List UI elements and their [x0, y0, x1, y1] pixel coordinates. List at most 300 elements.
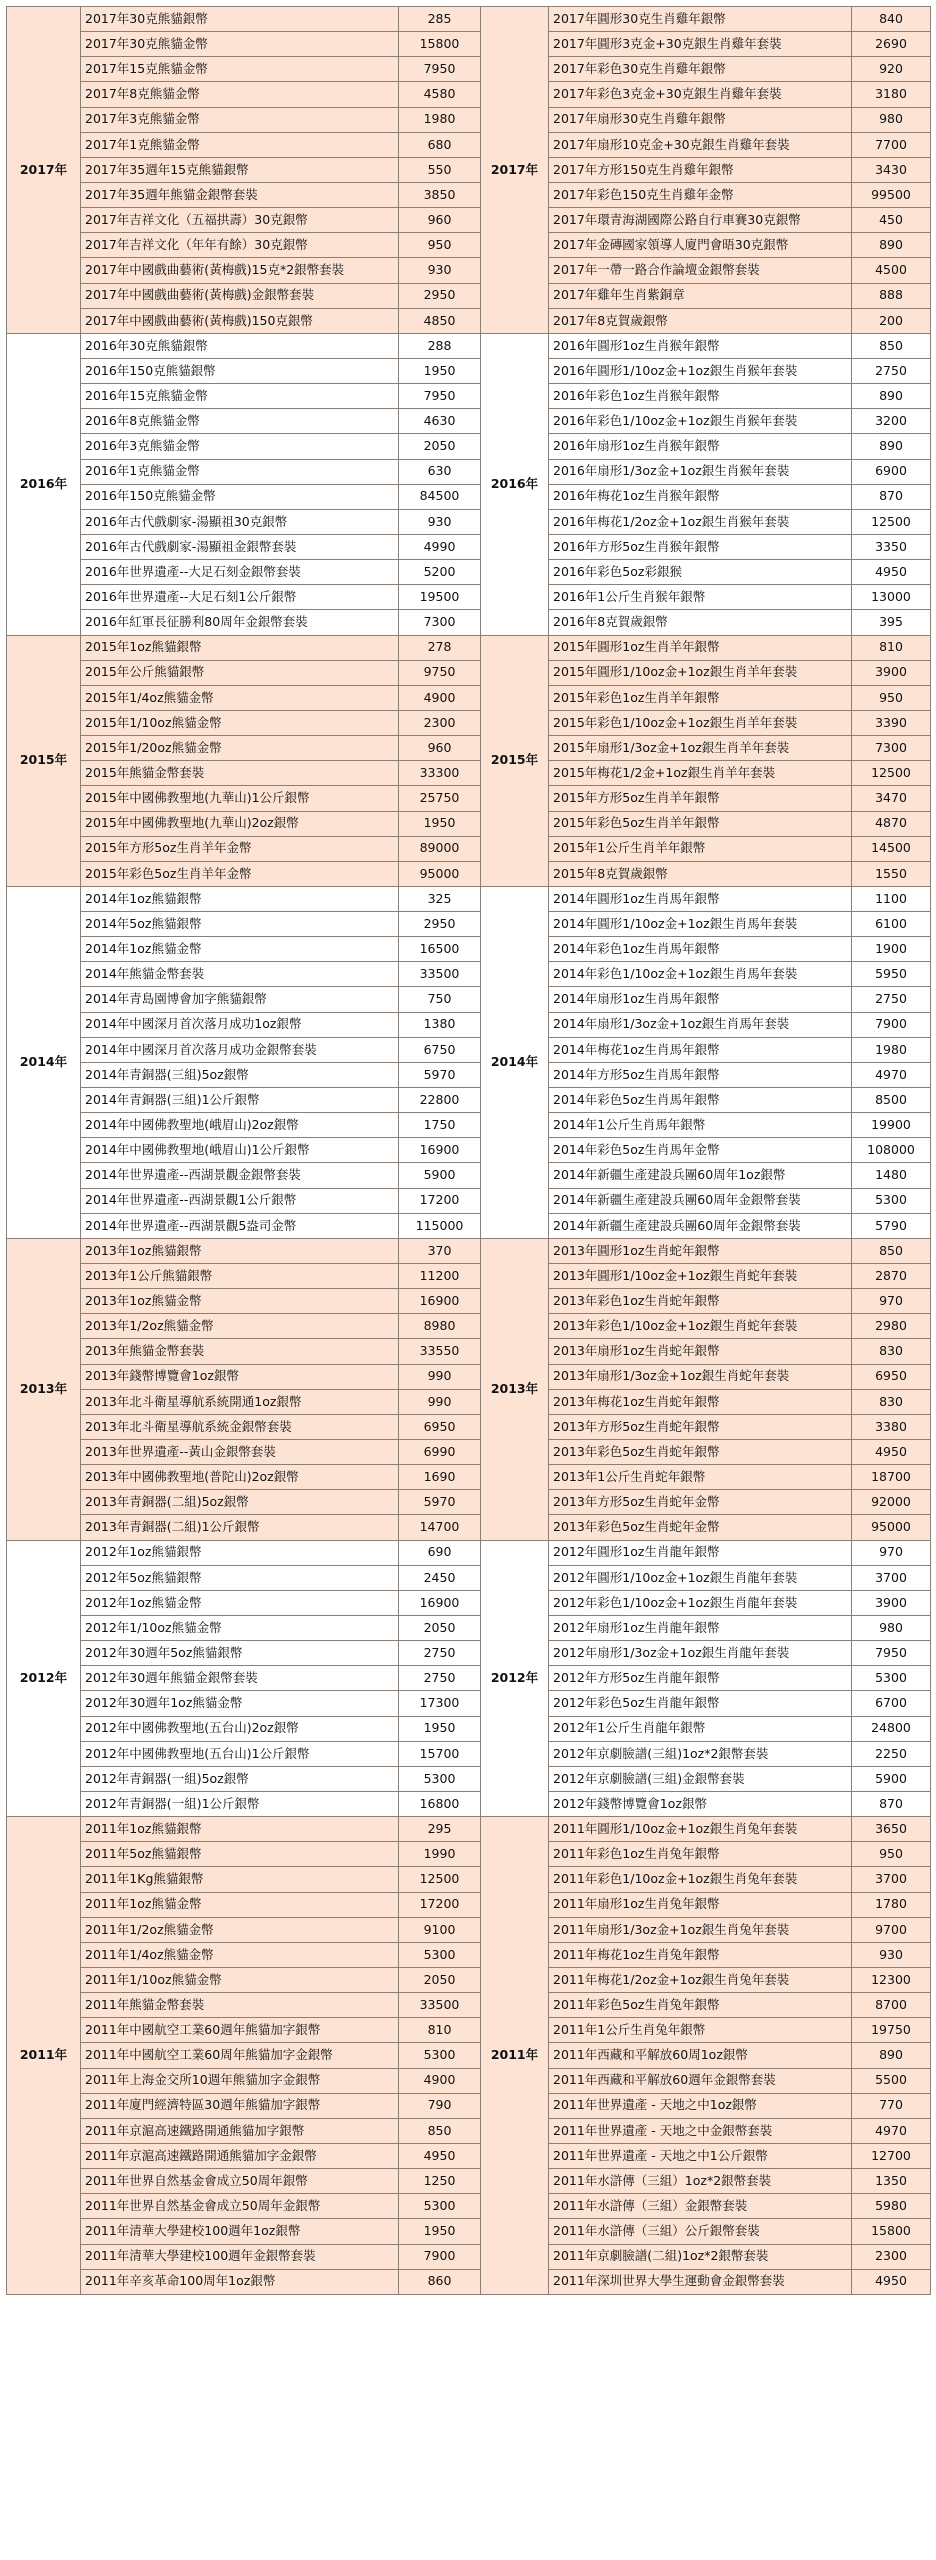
table-row: [7, 1641, 931, 1666]
left-item-name: 2011年世界自然基金會成立50周年銀幣: [81, 2169, 399, 2194]
right-item-price: 4970: [852, 1062, 931, 1087]
left-item-price: 2050: [399, 1967, 481, 1992]
table-row: [7, 1088, 931, 1113]
right-item-price: 13000: [852, 585, 931, 610]
right-item-price: 970: [852, 1540, 931, 1565]
right-item-name: 2013年彩色5oz生肖蛇年銀幣: [549, 1440, 852, 1465]
left-year-label: 2017年: [7, 7, 81, 334]
left-item-price: 33550: [399, 1339, 481, 1364]
left-item-name: 2012年中國佛教聖地(五台山)2oz銀幣: [81, 1716, 399, 1741]
table-row: [7, 434, 931, 459]
right-year-label: 2017年: [481, 7, 549, 334]
left-item-name: 2014年5oz熊貓銀幣: [81, 912, 399, 937]
left-item-name: 2011年1Kg熊貓銀幣: [81, 1867, 399, 1892]
table-row: [7, 1389, 931, 1414]
table-row: [7, 1414, 931, 1439]
right-item-name: 2014年梅花1oz生肖馬年銀幣: [549, 1037, 852, 1062]
left-item-price: 22800: [399, 1088, 481, 1113]
right-item-name: 2011年扇形1oz生肖兔年銀幣: [549, 1892, 852, 1917]
left-item-price: 6990: [399, 1440, 481, 1465]
right-item-price: 890: [852, 384, 931, 409]
left-item-price: 15700: [399, 1741, 481, 1766]
left-item-price: 960: [399, 736, 481, 761]
right-item-name: 2017年金磚國家領導人廈門會晤30克銀幣: [549, 233, 852, 258]
left-item-name: 2014年世界遺產--西湖景觀5盎司金幣: [81, 1213, 399, 1238]
right-item-price: 1980: [852, 1037, 931, 1062]
right-item-price: 3650: [852, 1817, 931, 1842]
right-item-name: 2011年彩色5oz生肖兔年銀幣: [549, 1993, 852, 2018]
left-item-name: 2017年15克熊貓金幣: [81, 57, 399, 82]
table-row: [7, 987, 931, 1012]
left-item-price: 5970: [399, 1062, 481, 1087]
right-item-price: 3900: [852, 1590, 931, 1615]
left-item-name: 2014年中國深月首次落月成功1oz銀幣: [81, 1012, 399, 1037]
right-item-price: 24800: [852, 1716, 931, 1741]
left-item-price: 2050: [399, 1616, 481, 1641]
right-item-name: 2011年彩色1/10oz金+1oz銀生肖兔年套裝: [549, 1867, 852, 1892]
right-item-name: 2011年世界遺產 - 天地之中1oz銀幣: [549, 2093, 852, 2118]
right-item-price: 970: [852, 1289, 931, 1314]
left-item-name: 2016年8克熊貓金幣: [81, 409, 399, 434]
right-item-name: 2015年梅花1/2金+1oz銀生肖羊年套裝: [549, 761, 852, 786]
left-item-price: 630: [399, 459, 481, 484]
right-item-price: 450: [852, 208, 931, 233]
price-table: [6, 6, 931, 2295]
right-year-label: 2012年: [481, 1540, 549, 1817]
right-item-name: 2013年圓形1/10oz金+1oz銀生肖蛇年套裝: [549, 1264, 852, 1289]
right-item-name: 2016年圓形1/10oz金+1oz銀生肖猴年套裝: [549, 358, 852, 383]
left-item-price: 95000: [399, 861, 481, 886]
table-row: [7, 1590, 931, 1615]
left-item-price: 19500: [399, 585, 481, 610]
left-item-name: 2014年青島園博會加字熊貓銀幣: [81, 987, 399, 1012]
table-row: [7, 1666, 931, 1691]
left-item-price: 930: [399, 258, 481, 283]
table-row: [7, 358, 931, 383]
left-year-label: 2012年: [7, 1540, 81, 1817]
table-row: [7, 308, 931, 333]
table-row: [7, 1289, 931, 1314]
right-item-name: 2013年1公斤生肖蛇年銀幣: [549, 1465, 852, 1490]
right-item-name: 2012年錢幣博覽會1oz銀幣: [549, 1791, 852, 1816]
right-item-name: 2015年1公斤生肖羊年銀幣: [549, 836, 852, 861]
right-item-price: 4950: [852, 1440, 931, 1465]
left-item-price: 278: [399, 635, 481, 660]
left-item-name: 2017年中國戲曲藝術(黃梅戲)金銀幣套裝: [81, 283, 399, 308]
left-item-price: 17200: [399, 1892, 481, 1917]
table-row: [7, 1942, 931, 1967]
right-item-name: 2016年方形5oz生肖猴年銀幣: [549, 534, 852, 559]
left-item-price: 2950: [399, 283, 481, 308]
left-item-name: 2014年中國佛教聖地(峨眉山)2oz銀幣: [81, 1113, 399, 1138]
right-item-price: 12300: [852, 1967, 931, 1992]
right-item-name: 2013年圓形1oz生肖蛇年銀幣: [549, 1238, 852, 1263]
right-item-name: 2012年京劇臉譜(三組)金銀幣套裝: [549, 1766, 852, 1791]
right-item-name: 2015年彩色1oz生肖羊年銀幣: [549, 685, 852, 710]
left-item-name: 2017年8克熊貓金幣: [81, 82, 399, 107]
left-item-name: 2012年5oz熊貓銀幣: [81, 1565, 399, 1590]
table-row: [7, 1616, 931, 1641]
right-item-name: 2016年扇形1oz生肖猴年銀幣: [549, 434, 852, 459]
right-item-name: 2017年彩色3克金+30克銀生肖雞年套裝: [549, 82, 852, 107]
right-item-name: 2011年世界遺產 - 天地之中金銀幣套裝: [549, 2118, 852, 2143]
table-row: [7, 937, 931, 962]
table-row: [7, 1842, 931, 1867]
right-item-name: 2012年1公斤生肖龍年銀幣: [549, 1716, 852, 1741]
right-item-name: 2013年彩色1/10oz金+1oz銀生肖蛇年套裝: [549, 1314, 852, 1339]
left-item-name: 2015年1/4oz熊貓金幣: [81, 685, 399, 710]
left-item-name: 2013年熊貓金幣套裝: [81, 1339, 399, 1364]
left-item-price: 16500: [399, 937, 481, 962]
right-item-name: 2016年彩色5oz彩銀猴: [549, 560, 852, 585]
table-row: [7, 786, 931, 811]
left-item-name: 2014年熊貓金幣套裝: [81, 962, 399, 987]
table-row: [7, 459, 931, 484]
right-item-name: 2015年彩色5oz生肖羊年銀幣: [549, 811, 852, 836]
left-item-name: 2017年35週年熊貓金銀幣套裝: [81, 182, 399, 207]
left-item-name: 2013年1公斤熊貓銀幣: [81, 1264, 399, 1289]
left-item-price: 4580: [399, 82, 481, 107]
left-item-name: 2014年青銅器(三組)5oz銀幣: [81, 1062, 399, 1087]
left-item-price: 11200: [399, 1264, 481, 1289]
left-item-price: 12500: [399, 1867, 481, 1892]
right-item-name: 2011年水滸傳（三組）金銀幣套裝: [549, 2194, 852, 2219]
table-row: [7, 2068, 931, 2093]
right-item-price: 3900: [852, 660, 931, 685]
left-item-price: 4850: [399, 308, 481, 333]
right-item-price: 890: [852, 2043, 931, 2068]
table-row: [7, 1163, 931, 1188]
right-item-name: 2012年彩色1/10oz金+1oz銀生肖龍年套裝: [549, 1590, 852, 1615]
left-item-price: 4900: [399, 685, 481, 710]
left-item-price: 2050: [399, 434, 481, 459]
left-item-price: 5300: [399, 2043, 481, 2068]
table-row: [7, 560, 931, 585]
table-row: [7, 1917, 931, 1942]
table-row: [7, 886, 931, 911]
right-item-price: 12700: [852, 2143, 931, 2168]
left-item-name: 2011年5oz熊貓銀幣: [81, 1842, 399, 1867]
right-item-price: 830: [852, 1389, 931, 1414]
left-item-price: 1380: [399, 1012, 481, 1037]
right-item-price: 108000: [852, 1138, 931, 1163]
table-row: [7, 1062, 931, 1087]
right-item-price: 5900: [852, 1766, 931, 1791]
right-year-label: 2013年: [481, 1238, 549, 1540]
left-item-price: 89000: [399, 836, 481, 861]
right-item-name: 2012年扇形1oz生肖龍年銀幣: [549, 1616, 852, 1641]
right-item-price: 9700: [852, 1917, 931, 1942]
right-item-price: 19900: [852, 1113, 931, 1138]
table-row: [7, 2018, 931, 2043]
left-item-price: 25750: [399, 786, 481, 811]
left-item-name: 2013年1/2oz熊貓金幣: [81, 1314, 399, 1339]
right-item-name: 2011年扇形1/3oz金+1oz銀生肖兔年套裝: [549, 1917, 852, 1942]
right-item-price: 2690: [852, 32, 931, 57]
table-row: [7, 484, 931, 509]
right-item-name: 2011年彩色1oz生肖兔年銀幣: [549, 1842, 852, 1867]
left-item-name: 2015年中國佛教聖地(九華山)1公斤銀幣: [81, 786, 399, 811]
left-item-price: 33300: [399, 761, 481, 786]
left-item-name: 2012年青銅器(一組)5oz銀幣: [81, 1766, 399, 1791]
left-item-price: 84500: [399, 484, 481, 509]
left-item-name: 2016年150克熊貓銀幣: [81, 358, 399, 383]
left-item-price: 990: [399, 1389, 481, 1414]
right-item-price: 2870: [852, 1264, 931, 1289]
right-item-name: 2011年西藏和平解放60週年金銀幣套裝: [549, 2068, 852, 2093]
left-item-name: 2011年上海金交所10週年熊貓加字金銀幣: [81, 2068, 399, 2093]
right-item-price: 3700: [852, 1565, 931, 1590]
table-row: [7, 1766, 931, 1791]
right-item-price: 6700: [852, 1691, 931, 1716]
right-item-price: 890: [852, 233, 931, 258]
right-item-price: 92000: [852, 1490, 931, 1515]
right-item-price: 4500: [852, 258, 931, 283]
right-item-name: 2015年8克賀歲銀幣: [549, 861, 852, 886]
right-item-name: 2016年彩色1/10oz金+1oz銀生肖猴年套裝: [549, 409, 852, 434]
table-row: [7, 710, 931, 735]
left-item-name: 2012年30週年熊貓金銀幣套裝: [81, 1666, 399, 1691]
right-item-price: 95000: [852, 1515, 931, 1540]
right-item-name: 2012年京劇臉譜(三組)1oz*2銀幣套裝: [549, 1741, 852, 1766]
left-item-price: 6750: [399, 1037, 481, 1062]
left-item-price: 1950: [399, 2219, 481, 2244]
left-item-price: 4900: [399, 2068, 481, 2093]
left-item-name: 2016年紅軍長征勝利80周年金銀幣套裝: [81, 610, 399, 635]
table-row: [7, 509, 931, 534]
left-item-name: 2016年世界遺產--大足石刻金銀幣套裝: [81, 560, 399, 585]
left-item-price: 7950: [399, 384, 481, 409]
left-item-price: 5300: [399, 1942, 481, 1967]
table-row: [7, 1113, 931, 1138]
right-item-name: 2017年雞年生肖紫銅章: [549, 283, 852, 308]
left-item-name: 2015年1/10oz熊貓金幣: [81, 710, 399, 735]
left-item-price: 115000: [399, 1213, 481, 1238]
table-row: [7, 233, 931, 258]
left-item-price: 16900: [399, 1138, 481, 1163]
left-item-name: 2012年30週年1oz熊貓金幣: [81, 1691, 399, 1716]
left-item-name: 2013年世界遺產--黃山金銀幣套裝: [81, 1440, 399, 1465]
left-item-price: 810: [399, 2018, 481, 2043]
left-item-price: 3850: [399, 182, 481, 207]
left-item-price: 690: [399, 1540, 481, 1565]
table-row: [7, 1993, 931, 2018]
right-item-price: 395: [852, 610, 931, 635]
right-item-price: 5300: [852, 1188, 931, 1213]
right-item-price: 2980: [852, 1314, 931, 1339]
right-year-label: 2014年: [481, 886, 549, 1238]
table-row: [7, 7, 931, 32]
right-item-name: 2014年彩色1oz生肖馬年銀幣: [549, 937, 852, 962]
right-item-price: 850: [852, 333, 931, 358]
left-item-name: 2011年1oz熊貓金幣: [81, 1892, 399, 1917]
table-row: [7, 660, 931, 685]
right-item-name: 2012年圓形1oz生肖龍年銀幣: [549, 1540, 852, 1565]
right-item-price: 6950: [852, 1364, 931, 1389]
right-item-price: 770: [852, 2093, 931, 2118]
left-item-name: 2015年1/20oz熊貓金幣: [81, 736, 399, 761]
left-item-name: 2016年3克熊貓金幣: [81, 434, 399, 459]
left-item-price: 325: [399, 886, 481, 911]
left-item-price: 5900: [399, 1163, 481, 1188]
right-item-name: 2017年8克賀歲銀幣: [549, 308, 852, 333]
left-item-price: 1950: [399, 358, 481, 383]
right-item-name: 2012年方形5oz生肖龍年銀幣: [549, 1666, 852, 1691]
right-item-price: 200: [852, 308, 931, 333]
left-item-price: 2750: [399, 1666, 481, 1691]
left-item-price: 5200: [399, 560, 481, 585]
left-item-name: 2017年中國戲曲藝術(黃梅戲)150克銀幣: [81, 308, 399, 333]
left-item-price: 15800: [399, 32, 481, 57]
right-item-price: 1550: [852, 861, 931, 886]
table-row: [7, 1540, 931, 1565]
left-item-name: 2014年中國深月首次落月成功金銀幣套裝: [81, 1037, 399, 1062]
left-item-price: 1950: [399, 1716, 481, 1741]
right-year-label: 2016年: [481, 333, 549, 635]
right-item-name: 2015年圓形1oz生肖羊年銀幣: [549, 635, 852, 660]
right-item-price: 2750: [852, 358, 931, 383]
left-item-price: 4990: [399, 534, 481, 559]
right-item-price: 14500: [852, 836, 931, 861]
left-item-name: 2016年古代戲劇家-湯顯祖30克銀幣: [81, 509, 399, 534]
table-row: [7, 811, 931, 836]
right-item-name: 2016年彩色1oz生肖猴年銀幣: [549, 384, 852, 409]
left-item-name: 2017年吉祥文化（年年有餘）30克銀幣: [81, 233, 399, 258]
right-item-name: 2014年1公斤生肖馬年銀幣: [549, 1113, 852, 1138]
left-item-price: 860: [399, 2269, 481, 2294]
right-year-label: 2011年: [481, 1817, 549, 2295]
right-item-price: 3380: [852, 1414, 931, 1439]
left-item-name: 2014年青銅器(三組)1公斤銀幣: [81, 1088, 399, 1113]
left-item-name: 2013年1oz熊貓金幣: [81, 1289, 399, 1314]
table-row: [7, 2269, 931, 2294]
right-item-name: 2015年方形5oz生肖羊年銀幣: [549, 786, 852, 811]
left-item-price: 14700: [399, 1515, 481, 1540]
right-item-name: 2014年方形5oz生肖馬年銀幣: [549, 1062, 852, 1087]
left-item-name: 2014年1oz熊貓銀幣: [81, 886, 399, 911]
table-row: [7, 409, 931, 434]
left-item-name: 2011年清華大學建校100週年1oz銀幣: [81, 2219, 399, 2244]
left-item-price: 17200: [399, 1188, 481, 1213]
table-row: [7, 208, 931, 233]
right-item-price: 5500: [852, 2068, 931, 2093]
left-item-price: 680: [399, 132, 481, 157]
left-item-price: 370: [399, 1238, 481, 1263]
left-item-name: 2016年150克熊貓金幣: [81, 484, 399, 509]
left-item-price: 930: [399, 509, 481, 534]
right-item-name: 2014年新疆生產建設兵團60周年金銀幣套裝: [549, 1188, 852, 1213]
right-item-name: 2014年圓形1/10oz金+1oz銀生肖馬年套裝: [549, 912, 852, 937]
left-item-price: 7950: [399, 57, 481, 82]
table-row: [7, 1012, 931, 1037]
right-item-price: 5300: [852, 1666, 931, 1691]
left-item-price: 960: [399, 208, 481, 233]
right-item-name: 2014年彩色5oz生肖馬年金幣: [549, 1138, 852, 1163]
table-row: [7, 1741, 931, 1766]
left-item-price: 1690: [399, 1465, 481, 1490]
left-item-name: 2014年1oz熊貓金幣: [81, 937, 399, 962]
price-sheet: [6, 6, 930, 2295]
right-item-price: 870: [852, 484, 931, 509]
left-item-name: 2011年1/10oz熊貓金幣: [81, 1967, 399, 1992]
left-item-price: 1950: [399, 811, 481, 836]
left-item-name: 2012年1oz熊貓金幣: [81, 1590, 399, 1615]
right-item-name: 2014年彩色5oz生肖馬年銀幣: [549, 1088, 852, 1113]
left-item-price: 750: [399, 987, 481, 1012]
table-row: [7, 1264, 931, 1289]
left-item-name: 2014年中國佛教聖地(峨眉山)1公斤銀幣: [81, 1138, 399, 1163]
left-item-name: 2013年錢幣博覽會1oz銀幣: [81, 1364, 399, 1389]
right-item-price: 19750: [852, 2018, 931, 2043]
left-item-price: 9750: [399, 660, 481, 685]
table-row: [7, 1465, 931, 1490]
left-item-price: 1980: [399, 107, 481, 132]
table-row: [7, 1188, 931, 1213]
right-item-price: 980: [852, 1616, 931, 1641]
left-item-name: 2012年1/10oz熊貓金幣: [81, 1616, 399, 1641]
right-item-price: 8700: [852, 1993, 931, 2018]
left-item-name: 2016年古代戲劇家-湯顯祖金銀幣套裝: [81, 534, 399, 559]
left-item-name: 2011年中國航空工業60周年熊貓加字金銀幣: [81, 2043, 399, 2068]
right-item-price: 8500: [852, 1088, 931, 1113]
left-item-name: 2011年1oz熊貓銀幣: [81, 1817, 399, 1842]
left-item-price: 790: [399, 2093, 481, 2118]
left-item-name: 2015年熊貓金幣套裝: [81, 761, 399, 786]
right-item-price: 1100: [852, 886, 931, 911]
right-item-price: 7950: [852, 1641, 931, 1666]
table-row: [7, 2219, 931, 2244]
left-item-name: 2012年中國佛教聖地(五台山)1公斤銀幣: [81, 1741, 399, 1766]
table-row: [7, 384, 931, 409]
left-year-label: 2014年: [7, 886, 81, 1238]
left-item-price: 5300: [399, 1766, 481, 1791]
right-item-name: 2012年彩色5oz生肖龍年銀幣: [549, 1691, 852, 1716]
table-row: [7, 1440, 931, 1465]
left-item-price: 295: [399, 1817, 481, 1842]
left-item-name: 2016年15克熊貓金幣: [81, 384, 399, 409]
right-item-price: 2750: [852, 987, 931, 1012]
table-row: [7, 534, 931, 559]
right-item-price: 1900: [852, 937, 931, 962]
right-item-name: 2017年一帶一路合作論壇金銀幣套裝: [549, 258, 852, 283]
left-item-name: 2013年1oz熊貓銀幣: [81, 1238, 399, 1263]
table-row: [7, 258, 931, 283]
left-item-name: 2012年青銅器(一組)1公斤銀幣: [81, 1791, 399, 1816]
table-row: [7, 1817, 931, 1842]
left-item-price: 9100: [399, 1917, 481, 1942]
left-item-price: 285: [399, 7, 481, 32]
left-item-price: 288: [399, 333, 481, 358]
right-item-name: 2014年新疆生產建設兵團60周年金銀幣套裝: [549, 1213, 852, 1238]
right-item-price: 3200: [852, 409, 931, 434]
right-item-name: 2011年世界遺產 - 天地之中1公斤銀幣: [549, 2143, 852, 2168]
right-item-name: 2011年水滸傳（三組）公斤銀幣套裝: [549, 2219, 852, 2244]
right-item-name: 2014年新疆生產建設兵團60周年1oz銀幣: [549, 1163, 852, 1188]
left-item-name: 2013年中國佛教聖地(普陀山)2oz銀幣: [81, 1465, 399, 1490]
right-item-price: 5790: [852, 1213, 931, 1238]
right-item-name: 2011年圓形1/10oz金+1oz銀生肖兔年套裝: [549, 1817, 852, 1842]
right-item-name: 2017年方形150克生肖雞年銀幣: [549, 157, 852, 182]
right-item-price: 7700: [852, 132, 931, 157]
table-row: [7, 2043, 931, 2068]
left-item-price: 16800: [399, 1791, 481, 1816]
right-item-price: 930: [852, 1942, 931, 1967]
right-item-name: 2015年彩色1/10oz金+1oz銀生肖羊年套裝: [549, 710, 852, 735]
right-item-price: 1480: [852, 1163, 931, 1188]
left-item-name: 2016年1克熊貓金幣: [81, 459, 399, 484]
right-item-name: 2016年梅花1oz生肖猴年銀幣: [549, 484, 852, 509]
table-row: [7, 182, 931, 207]
